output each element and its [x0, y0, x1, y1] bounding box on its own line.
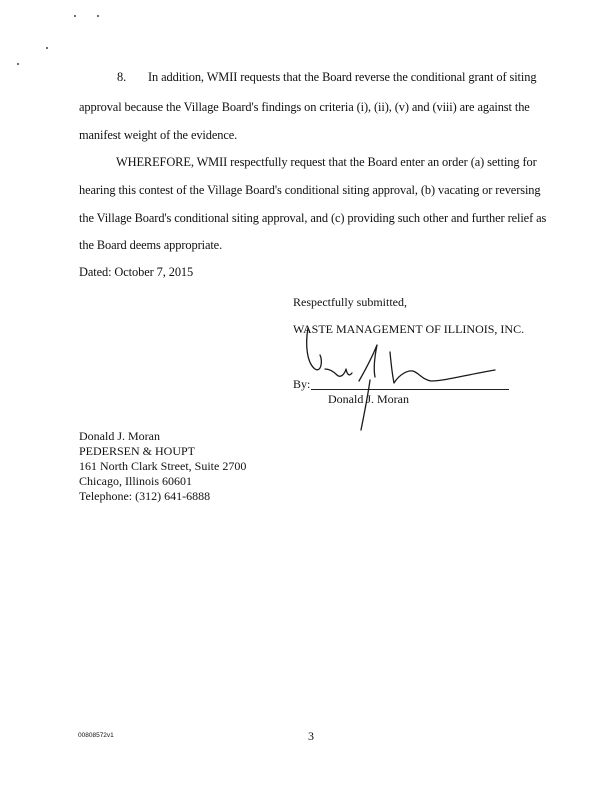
scan-speck	[74, 15, 76, 17]
counsel-city: Chicago, Illinois 60601	[79, 474, 192, 488]
company-name: WASTE MANAGEMENT OF ILLINOIS, INC.	[293, 322, 525, 336]
paragraph-8-line-1: In addition, WMII requests that the Board reverse the conditional grant of siting	[148, 70, 537, 84]
paragraph-8-line-3: manifest weight of the evidence.	[79, 128, 238, 142]
paragraph-number: 8.	[117, 70, 127, 84]
counsel-street: 161 North Clark Street, Suite 2700	[79, 459, 247, 473]
page-number: 3	[308, 729, 314, 743]
scan-speck	[17, 63, 19, 65]
counsel-phone: Telephone: (312) 641-6888	[79, 489, 211, 503]
scan-speck	[46, 47, 48, 49]
wherefore-line-2: hearing this contest of the Village Board's conditional siting approval, (b) vacating or reversing	[79, 183, 541, 197]
document-id: 00808572v1	[78, 732, 114, 739]
signer-name: Donald J. Moran	[328, 392, 409, 406]
wherefore-line-4: the Board deems appropriate.	[79, 238, 223, 252]
scan-speck	[97, 15, 99, 17]
counsel-firm: PEDERSEN & HOUPT	[79, 444, 196, 458]
paragraph-8-line-2: approval because the Village Board's findings on criteria (i), (ii), (v) and (viii) are against the	[79, 100, 530, 114]
by-label: By:	[293, 377, 311, 391]
dated-line: Dated: October 7, 2015	[79, 265, 194, 279]
counsel-name: Donald J. Moran	[79, 429, 160, 443]
handwritten-signature	[295, 325, 515, 440]
closing-text: Respectfully submitted,	[293, 295, 407, 309]
wherefore-line-3: the Village Board's conditional siting approval, and (c) providing such other and further relief as	[79, 211, 547, 225]
wherefore-line-1: WHEREFORE, WMII respectfully request that the Board enter an order (a) setting for	[116, 155, 537, 169]
